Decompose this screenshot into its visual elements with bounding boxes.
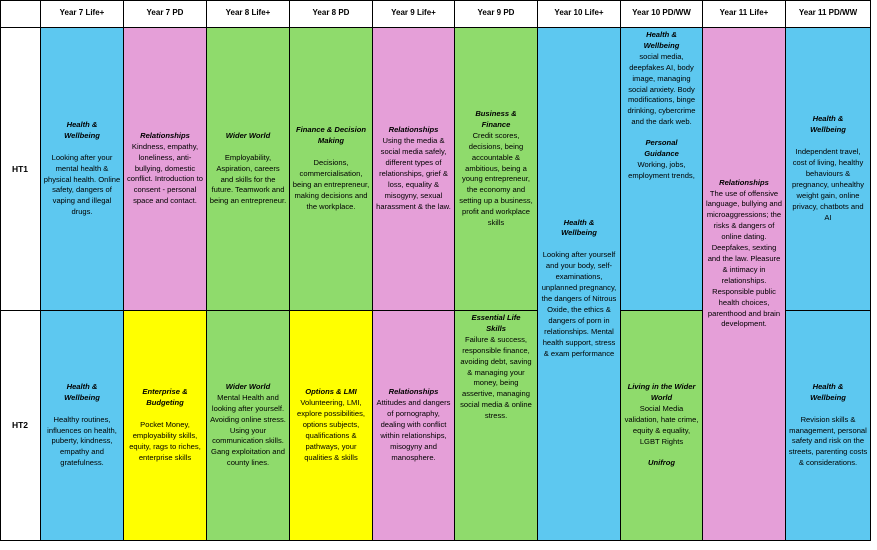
cell-title: Wider World (225, 381, 271, 391)
cell-title: Health & Wellbeing (64, 381, 100, 402)
ht1-year7-pd-cell (124, 28, 207, 311)
table-left-border (0, 0, 1, 541)
header-year11-pd: Year 11 PD/WW (786, 0, 871, 28)
cell-title: Enterprise & Budgeting (142, 387, 188, 408)
cell-body: Pocket Money, employability skills, equity, rags to riches, enterprise skills (129, 420, 201, 462)
cell-title: Health & Wellbeing (643, 30, 680, 50)
cell-body: The use of offensive language, bullying and microaggressions; the risks & dangers of online dating. Deepfakes, sexting and the law. Pleasure & intimacy in relationships. Responsible public health choices, parenthood and brain development. (705, 188, 782, 329)
ht1-year8-pd-cell (290, 28, 373, 311)
cell-body: Using the media & social media safely, different types of relationships, grief & loss, equality & misogyny, sexual harassment & the law. (376, 136, 451, 211)
cell-title: Health & Wellbeing (810, 114, 846, 135)
cell-body: Failure & success, responsible finance, avoiding debt, saving & managing your money, being assertive, managing social media & online stress. (460, 334, 532, 421)
ht2-year11-pd-cell (786, 311, 871, 541)
ht1-year9-life-cell (373, 28, 455, 311)
cell-body: Healthy routines, influences on health, puberty, kindness, empathy and gratefulness. (47, 414, 117, 468)
cell-body: Revision skills & management, personal safety and risk on the streets, parenting costs & considerations. (788, 414, 868, 468)
cell-body: Volunteering, LMI, explore possibilities, options subjects, qualifications & pathways, your qualities & skills (297, 398, 365, 462)
cell-body: Mental Health and looking after yourself. Avoiding online stress. Using your communication skills. Gang exploitation and county lines. (210, 392, 286, 468)
cell-body: social media, deepfakes AI, body image, managing social anxiety. Body modifications, binge drinking, cybercrime and the dark web. (627, 51, 696, 127)
cell-title: Relationships (388, 387, 439, 397)
header-year9-life: Year 9 Life+ (373, 0, 455, 28)
ht2-year8-pd-cell (290, 311, 373, 541)
header-year10-pd: Year 10 PD/WW (621, 0, 703, 28)
cell-title: Essential Life Skills (471, 313, 521, 333)
corner-cell (0, 0, 41, 28)
cell-title: Health & Wellbeing (810, 381, 846, 402)
ht2-year10-pd-cell (621, 311, 703, 541)
cell-title: Business & Finance (475, 109, 517, 129)
cell-subbody: Working, jobs, employment trends, (628, 159, 695, 180)
cell-title: Health & Wellbeing (561, 217, 597, 238)
cell-body: Attitudes and dangers of pornography, dealing with conflict within relationships, misogyny and manosphere. (376, 398, 451, 462)
header-year8-pd: Year 8 PD (290, 0, 373, 28)
row-label-ht1: HT1 (0, 28, 41, 311)
ht1-year11-life-cell (703, 28, 786, 541)
ht2-year7-pd-cell (124, 311, 207, 541)
cell-title: Relationships (388, 125, 439, 135)
cell-body: Independent travel, cost of living, healthy behaviours & pregnancy, unhealthy weight gain, online privacy, chatbots and AI (791, 147, 865, 222)
cell-body: Kindness, empathy, loneliness, anti-bullying, domestic conflict. Introduction to consent - personal space and contact. (127, 141, 203, 206)
header-year10-life: Year 10 Life+ (538, 0, 621, 28)
cell-body: Decisions, commercialisation, being an entrepreneur, making decisions and the workplace. (292, 158, 370, 211)
ht1-year10-life-cell (538, 28, 621, 541)
cell-title: Living in the Wider World (627, 382, 696, 403)
ht1-year11-pd-cell (786, 28, 871, 311)
cell-title: Health & Wellbeing (64, 119, 100, 140)
header-year7-life: Year 7 Life+ (41, 0, 124, 28)
cell-title: Relationships (719, 177, 769, 187)
cell-body: Social Media validation, hate crime, equity & equality, LGBT Rights (624, 404, 699, 446)
cell-body: Employability, Aspiration, careers and skills for the future. Teamwork and being an entrepreneur. (209, 152, 287, 206)
cell-title: Wider World (225, 130, 271, 140)
cell-title: Finance & Decision Making (295, 125, 367, 146)
cell-body: Credit scores, decisions, being accountable & ambitious, being a young entrepreneur, the economy and setting up a business, profit and workplace skills (459, 130, 533, 228)
table-top-border (0, 0, 871, 1)
ht1-year10-pd-cell (621, 28, 703, 311)
ht2-year7-life-cell (41, 311, 124, 541)
header-year7-pd: Year 7 PD (124, 0, 207, 28)
header-year8-life: Year 8 Life+ (207, 0, 290, 28)
header-year11-life: Year 11 Life+ (703, 0, 786, 28)
cell-title: Options & LMI (305, 387, 357, 397)
cell-body: Looking after yourself and your body, self-examinations, unplanned pregnancy, the dangers of Nitrous Oxide, the ethics & dangers of porn in relationships. Mental health support, stress & exam performance (541, 250, 617, 358)
cell-body: Looking after your mental health & physical health. Online safety, dangers of vaping and illegal drugs. (43, 152, 121, 217)
ht2-year9-life-cell (373, 311, 455, 541)
ht1-year8-life-cell (207, 28, 290, 311)
cell-subtitle: Unifrog (648, 457, 675, 467)
ht2-year8-life-cell (207, 311, 290, 541)
cell-subtitle: Personal Guidance (644, 138, 679, 159)
header-year9-pd: Year 9 PD (455, 0, 538, 28)
cell-title: Relationships (140, 130, 190, 140)
row-label-ht2: HT2 (0, 311, 41, 541)
ht1-year9-pd-cell (455, 28, 538, 311)
ht1-year7-life-cell (41, 28, 124, 311)
ht2-year9-pd-cell (455, 311, 538, 541)
